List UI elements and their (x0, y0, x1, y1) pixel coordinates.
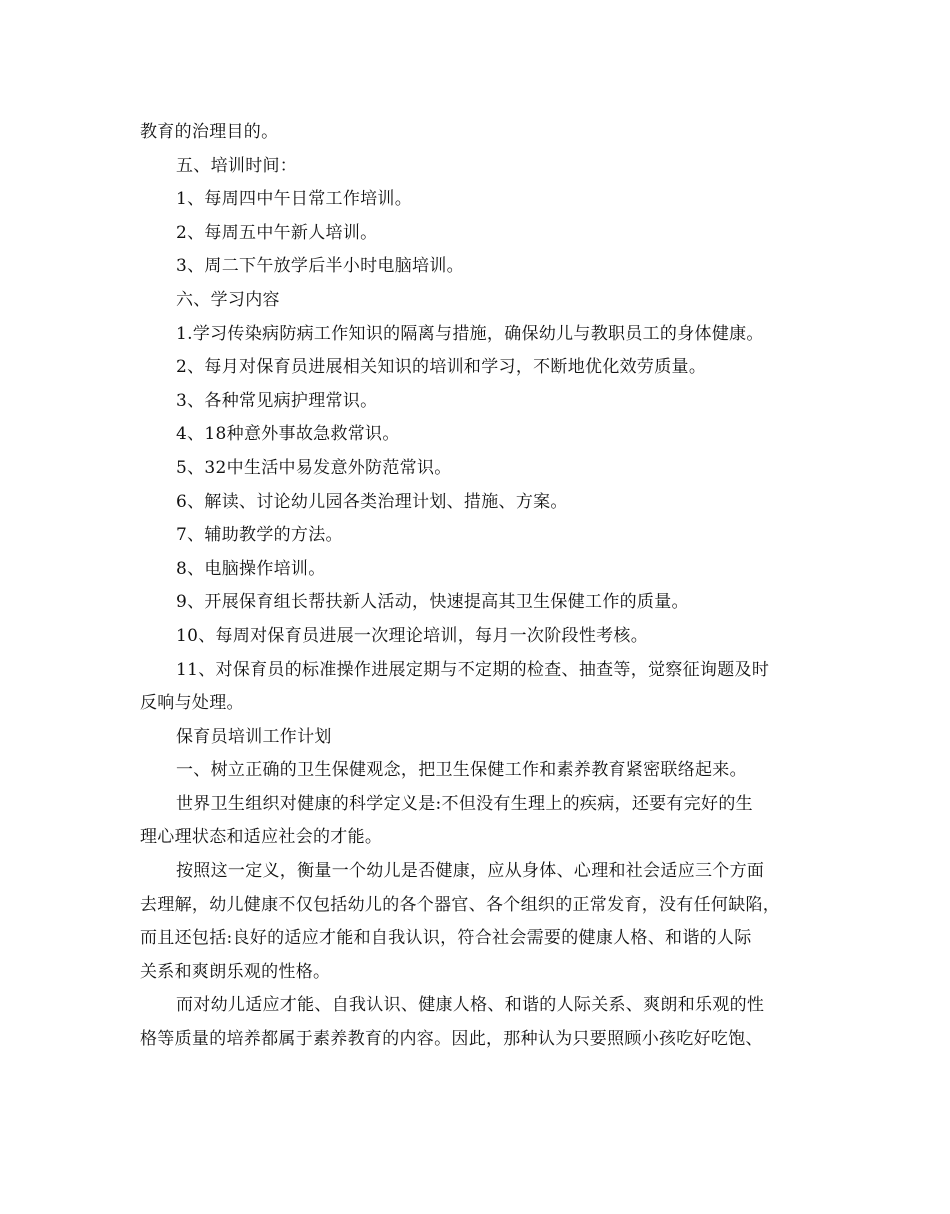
text-line: 2、每月对保育员进展相关知识的培训和学习，不断地优化效劳质量。 (176, 357, 707, 378)
text-line: 保育员培训工作计划 (176, 726, 332, 747)
text-line: 六、学习内容 (176, 289, 280, 310)
text-line: 而且还包括:良好的适应才能和自我认识，符合社会需要的健康人格、和谐的人际 (140, 928, 752, 949)
text-line: 4、18种意外事故急救常识。 (176, 424, 400, 445)
text-line: 1、每周四中午日常工作培训。 (176, 189, 413, 210)
text-line: 按照这一定义，衡量一个幼儿是否健康，应从身体、心理和社会适应三个方面 (176, 861, 765, 882)
text-line: 格等质量的培养都属于素养教育的内容。因此，那种认为只要照顾小孩吃好吃饱、 (140, 1029, 763, 1050)
text-line: 11、对保育员的标准操作进展定期与不定期的检查、抽查等，觉察征询题及时 (176, 659, 770, 680)
text-line: 3、周二下午放学后半小时电脑培训。 (176, 256, 464, 277)
text-line: 1.学习传染病防病工作知识的隔离与措施，确保幼儿与教职员工的身体健康。 (176, 323, 764, 344)
text-line: 6、解读、讨论幼儿园各类治理计划、措施、方案。 (176, 491, 568, 512)
text-line: 2、每周五中午新人培训。 (176, 222, 378, 243)
text-line: 反响与处理。 (140, 693, 244, 714)
text-line: 五、培训时间： (176, 155, 298, 176)
text-line: 教育的治理目的。 (140, 122, 279, 142)
text-line: 7、辅助教学的方法。 (176, 525, 343, 546)
text-line: 去理解，幼儿健康不仅包括幼儿的各个器官、各个组织的正常发育，没有任何缺陷， (140, 894, 781, 915)
text-line: 3、各种常见病护理常识。 (176, 390, 378, 411)
text-line: 5、32中生活中易发意外防范常识。 (176, 457, 452, 478)
text-line: 9、开展保育组长帮扶新人活动，快速提高其卫生保健工作的质量。 (176, 592, 689, 613)
text-line: 理心理状态和适应社会的才能。 (140, 827, 383, 848)
text-line: 8、电脑操作培训。 (176, 558, 326, 579)
text-line: 一、树立正确的卫生保健观念，把卫生保健工作和素养教育紧密联络起来。 (176, 760, 747, 781)
text-line: 关系和爽朗乐观的性格。 (140, 961, 331, 982)
text-line: 10、每周对保育员进展一次理论培训，每月一次阶段性考核。 (176, 625, 649, 646)
text-line: 世界卫生组织对健康的科学定义是:不但没有生理上的疾病，还要有完好的生 (176, 793, 753, 814)
text-line: 而对幼儿适应才能、自我认识、健康人格、和谐的人际关系、爽朗和乐观的性 (176, 995, 765, 1016)
document-body (140, 116, 820, 1057)
